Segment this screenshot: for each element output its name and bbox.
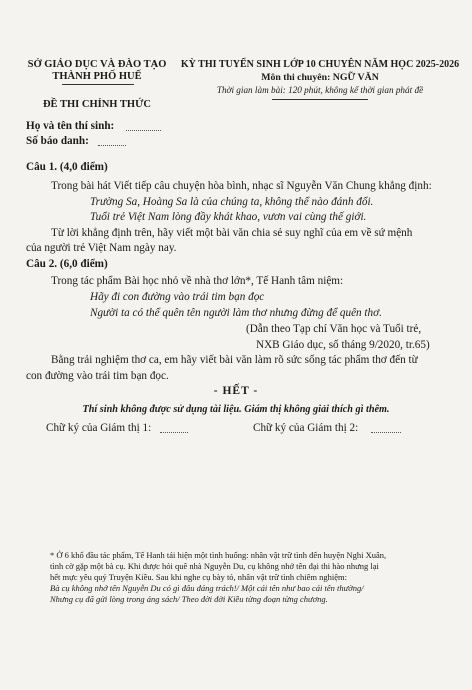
q2-source-1: (Dẫn theo Tạp chí Văn học và Tuổi trẻ, bbox=[246, 323, 422, 335]
q2-quote-2: Người ta có thể quên tên người làm thơ nhưng đừng để quên thơ. bbox=[90, 307, 382, 319]
candidate-name-label: Họ và tên thí sinh: bbox=[26, 120, 115, 132]
signature-1-line bbox=[160, 432, 188, 433]
q1-intro: Trong bài hát Viết tiếp câu chuyện hòa bình, nhạc sĩ Nguyễn Văn Chung khẳng định: bbox=[51, 180, 432, 192]
official-label: ĐỀ THI CHÍNH THỨC bbox=[42, 99, 152, 110]
time-line: Thời gian làm bài: 120 phút, không kể thời gian phát đề bbox=[216, 85, 424, 95]
footnote-line-1: * Ở 6 khổ đầu tác phẩm, Tế Hanh tái hiện một tình huống: nhân vật trữ tình đến huyện Nghi Xuân, bbox=[50, 550, 387, 560]
q2-source-2: NXB Giáo dục, số tháng 9/2020, tr.65) bbox=[256, 339, 430, 351]
department-name: SỞ GIÁO DỤC VÀ ĐÀO TẠO bbox=[27, 59, 167, 70]
footnote-line-3: hết mực yêu quý Truyện Kiều. Sau khi nghe cụ bày tỏ, nhân vật trữ tình chiêm nghiệm: bbox=[50, 572, 347, 582]
header-underline-right bbox=[272, 99, 368, 100]
q2-task-line-2: con đường vào trái tim bạn đọc. bbox=[26, 370, 169, 382]
end-marker: - HẾT - bbox=[213, 385, 259, 397]
q1-task-line-1: Từ lời khẳng định trên, hãy viết một bài văn chia sẻ suy nghĩ của em về sứ mệnh bbox=[51, 227, 413, 239]
exam-title: KỲ THI TUYỂN SINH LỚP 10 CHUYÊN NĂM HỌC 2025-2026 bbox=[180, 59, 460, 70]
city-name: THÀNH PHỐ HUẾ bbox=[52, 71, 142, 82]
subject-line: Môn thi chuyên: NGỮ VĂN bbox=[261, 72, 379, 83]
exam-notice: Thí sinh không được sử dụng tài liệu. Giám thị không giải thích gì thêm. bbox=[82, 404, 390, 415]
footnote-line-2: tình cờ gặp một bà cụ. Khi được hỏi quê nhà Nguyễn Du, cụ không nhớ tên đại thi hào nhưng lại bbox=[50, 561, 379, 571]
q2-task-line-1: Bằng trải nghiệm thơ ca, em hãy viết bài văn làm rõ sức sống tác phẩm thơ đến từ bbox=[51, 354, 418, 366]
footnote-line-4: Bà cụ không nhớ tên Nguyễn Du có gì đâu đáng trách!/ Một cái tên như bao cái tên thường/ bbox=[50, 583, 364, 593]
signature-2-line bbox=[371, 432, 401, 433]
footnote-line-5: Nhưng cụ đã gửi lòng trong áng sách/ Theo đời đời Kiều từng đoạn từng chương. bbox=[50, 594, 328, 604]
q2-quote-1: Hãy đi con đường vào trái tim bạn đọc bbox=[90, 291, 265, 303]
q1-task-line-2: của người trẻ Việt Nam ngày nay. bbox=[26, 242, 177, 254]
header-underline-left bbox=[62, 84, 134, 85]
candidate-name-line bbox=[126, 130, 161, 131]
candidate-id-line bbox=[98, 145, 126, 146]
signature-2-label: Chữ ký của Giám thị 2: bbox=[253, 422, 359, 434]
q2-title: Câu 2. (6,0 điểm) bbox=[26, 258, 108, 270]
q1-quote-2: Tuổi trẻ Việt Nam lòng đầy khát khao, vươn vai cùng thế giới. bbox=[90, 211, 367, 223]
q1-quote-1: Trường Sa, Hoàng Sa là của chúng ta, không thể nào đánh đổi. bbox=[90, 196, 374, 208]
q1-title: Câu 1. (4,0 điểm) bbox=[26, 161, 108, 173]
candidate-id-label: Số báo danh: bbox=[26, 135, 89, 147]
q2-intro: Trong tác phẩm Bài học nhỏ về nhà thơ lớn*, Tế Hanh tâm niệm: bbox=[51, 275, 344, 287]
signature-1-label: Chữ ký của Giám thị 1: bbox=[46, 422, 152, 434]
